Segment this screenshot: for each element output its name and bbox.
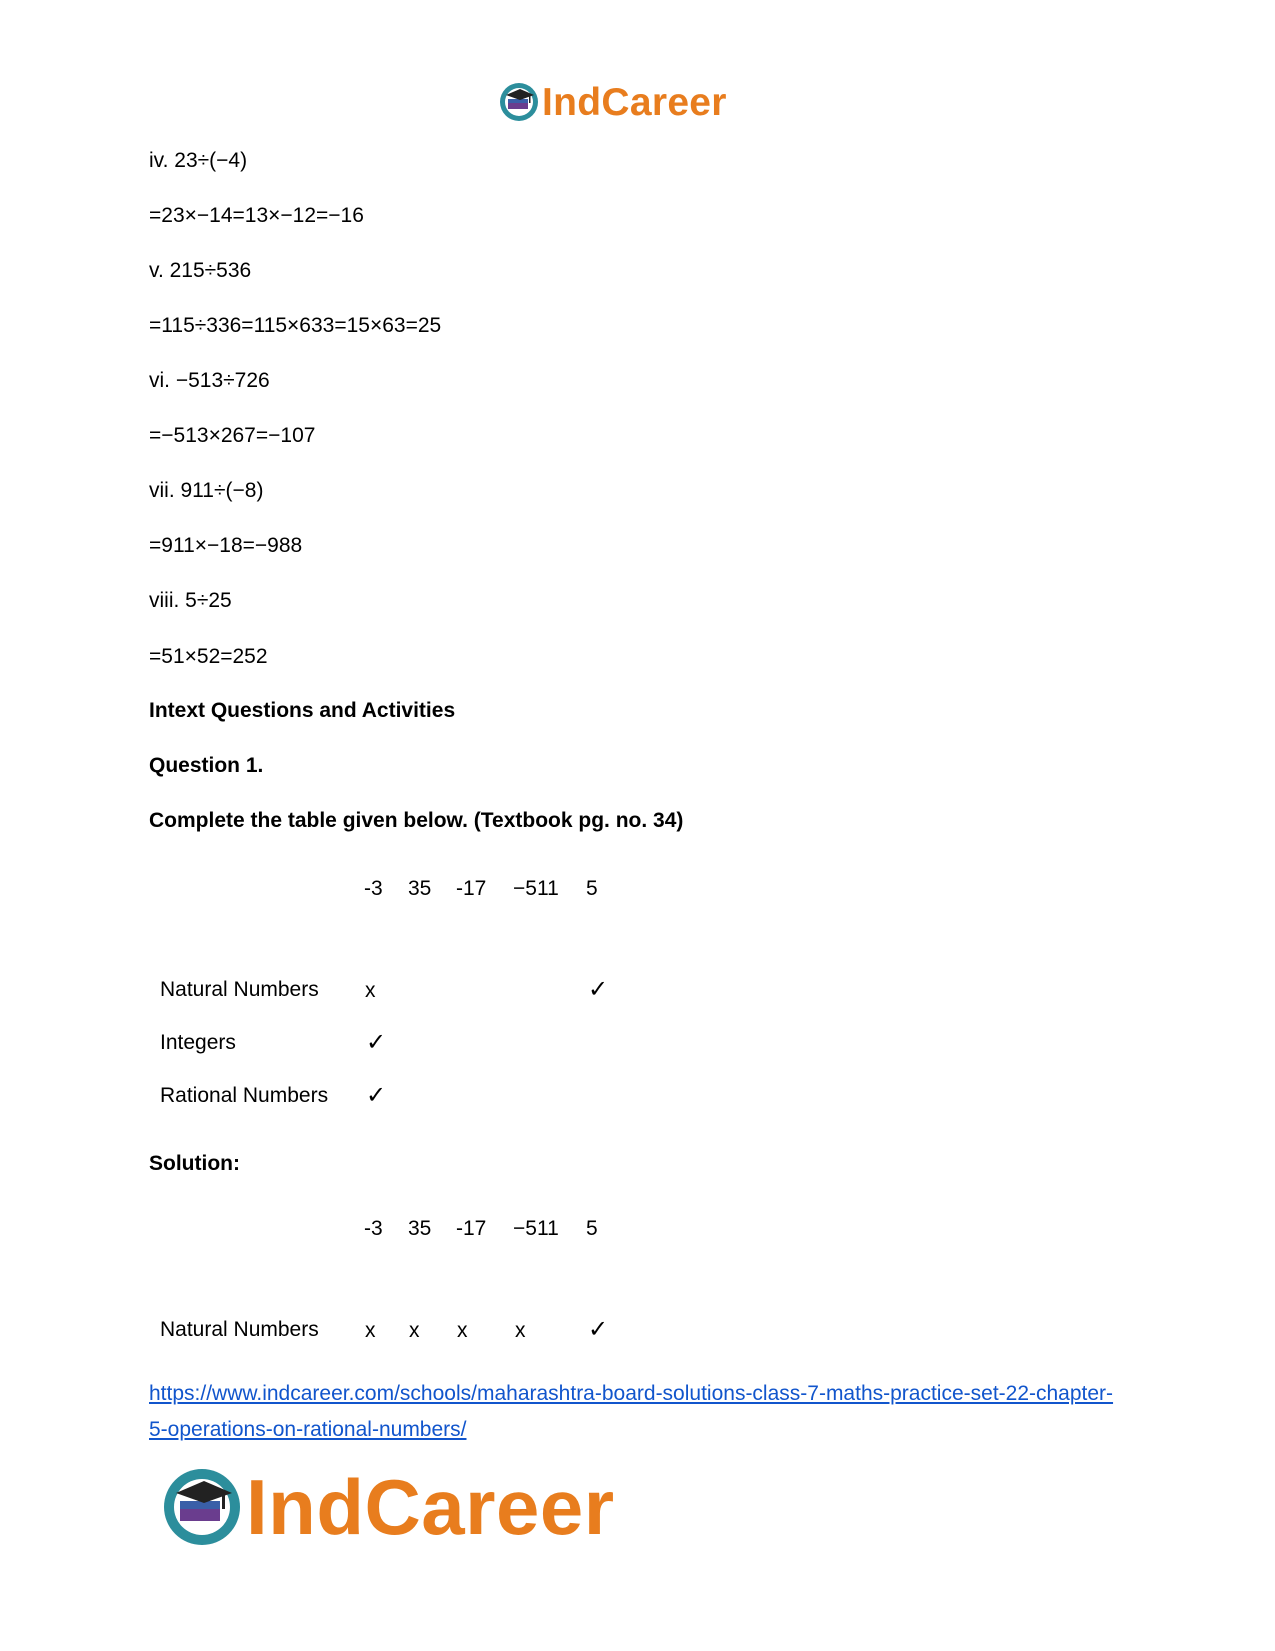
header-logo — [498, 80, 727, 124]
step-line: =−513×267=−107 — [149, 424, 316, 447]
checkmark-cell: ✓ — [366, 1081, 387, 1109]
column-header: −511 — [513, 877, 559, 900]
column-header: −511 — [513, 1217, 559, 1240]
row-label: Rational Numbers — [160, 1084, 329, 1107]
step-line: viii. 5÷25 — [149, 589, 232, 612]
step-line: =23×−14=13×−12=−16 — [149, 204, 364, 227]
table-cell: x — [457, 1319, 468, 1342]
checkmark-cell: ✓ — [588, 975, 609, 1003]
column-header: -17 — [456, 1217, 487, 1240]
column-header: 35 — [408, 877, 432, 900]
column-header: 35 — [408, 1217, 432, 1240]
column-header: -3 — [364, 877, 383, 900]
question-label: Question 1. — [149, 754, 264, 777]
table-cell: x — [365, 979, 376, 1002]
solution-label: Solution: — [149, 1152, 240, 1175]
row-label: Natural Numbers — [160, 978, 319, 1001]
question-text: Complete the table given below. (Textbook pg. no. 34) — [149, 809, 684, 832]
table-cell: x — [409, 1319, 420, 1342]
step-line: =115÷336=115×633=15×63=25 — [149, 314, 442, 337]
step-line: iv. 23÷(−4) — [149, 149, 248, 172]
row-label: Integers — [160, 1031, 236, 1054]
brand-name: IndCareer — [542, 80, 727, 124]
graduation-cap-logo-icon — [498, 81, 540, 123]
step-line: v. 215÷536 — [149, 259, 252, 282]
table-cell: x — [365, 1319, 376, 1342]
column-header: 5 — [586, 1217, 598, 1240]
footer-logo — [160, 1462, 615, 1552]
step-line: =51×52=252 — [149, 645, 268, 668]
graduation-cap-logo-icon — [160, 1465, 244, 1549]
column-header: 5 — [586, 877, 598, 900]
step-line: =911×−18=−988 — [149, 534, 303, 557]
row-label: Natural Numbers — [160, 1318, 319, 1341]
checkmark-cell: ✓ — [588, 1315, 609, 1343]
column-header: -3 — [364, 1217, 383, 1240]
brand-name: IndCareer — [246, 1463, 615, 1551]
section-title: Intext Questions and Activities — [149, 699, 456, 722]
table-cell: x — [515, 1319, 526, 1342]
source-link[interactable]: https://www.indcareer.com/schools/maharashtra-board-solutions-class-7-maths-practice-set-22-chapter-5-operations-on-rational-numbers/ — [149, 1382, 1114, 1441]
step-line: vi. −513÷726 — [149, 369, 270, 392]
column-header: -17 — [456, 877, 487, 900]
step-line: vii. 911÷(−8) — [149, 479, 264, 502]
checkmark-cell: ✓ — [366, 1028, 387, 1056]
